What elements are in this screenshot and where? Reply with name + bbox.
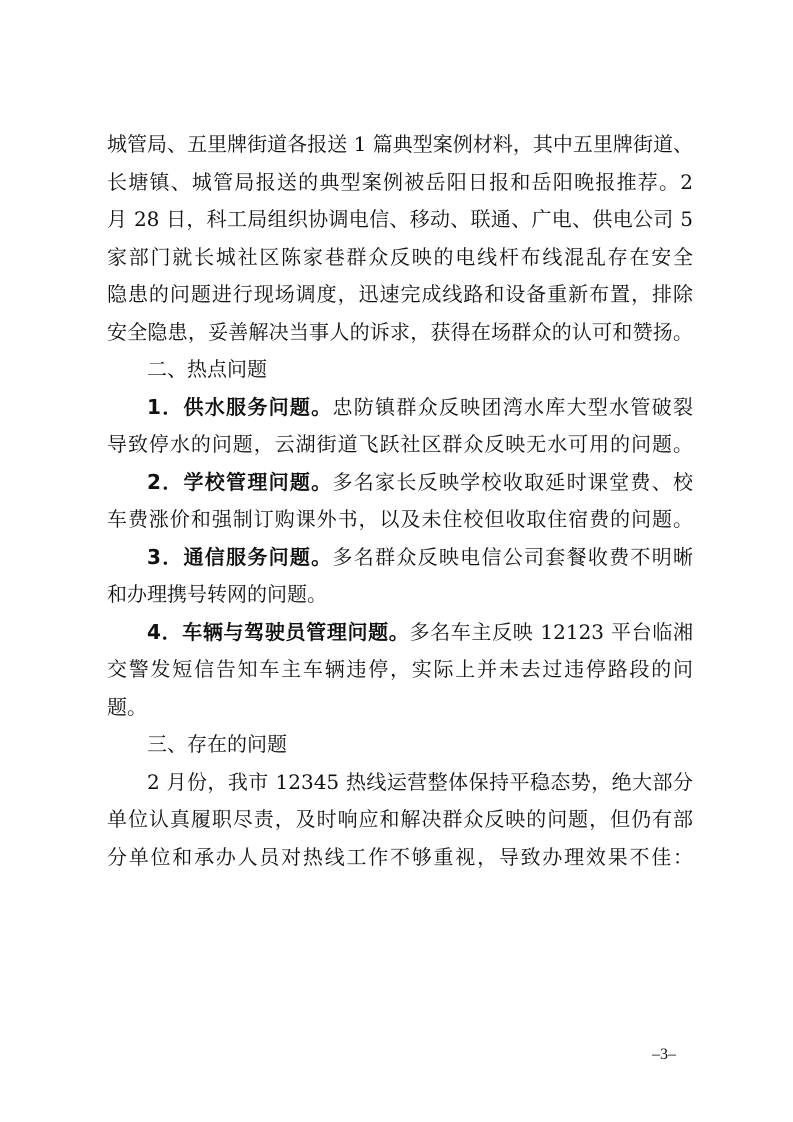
paragraph-line: 安全隐患，妥善解决当事人的诉求，获得在场群众的认可和赞扬。 [107, 319, 693, 344]
hot-issue-line: 题。 [107, 694, 147, 719]
hot-issue-title: 3．通信服务问题。 [147, 544, 333, 569]
hot-issue-title: 4．车辆与驾驶员管理问题。 [147, 619, 410, 644]
paragraph-cases [107, 126, 693, 351]
paragraph-line: 家部门就长城社区陈家巷群众反映的电线杆布线混乱存在安全 [107, 244, 693, 269]
paragraph-line: 月 28 日，科工局组织协调电信、移动、联通、广电、供电公司 5 [107, 207, 693, 231]
hot-issue-line: 和办理携号转网的问题。 [107, 582, 327, 606]
hot-issue-text: 多名车主反映 12123 平台临湘 [409, 619, 694, 644]
hot-issue-title: 2．学校管理问题。 [147, 469, 333, 494]
hot-issue-text: 忠防镇群众反映团湾水库大型水管破裂 [332, 394, 693, 419]
hot-issue-line [107, 389, 693, 427]
hot-issue-item-telecom [107, 539, 693, 614]
hot-issue-line: 车费涨价和强制订购课外书，以及未住校但收取住宿费的问题。 [107, 507, 693, 531]
hot-issue-item-water [107, 389, 693, 464]
hot-issue-item-school [107, 464, 693, 539]
hot-issue-item-vehicle [107, 614, 693, 727]
paragraph-line: 城管局、五里牌街道各报送 1 篇典型案例材料，其中五里牌街道、 [107, 132, 693, 156]
hot-issue-line [107, 464, 693, 502]
hot-issue-line [107, 614, 693, 652]
paragraph-line: 长塘镇、城管局报送的典型案例被岳阳日报和岳阳晚报推荐。2 [107, 169, 693, 194]
hot-issue-line: 交警发短信告知车主车辆违停，实际上并未去过违停路段的问 [107, 657, 693, 681]
paragraph-line: 隐患的问题进行现场调度，迅速完成线路和设备重新布置，排除 [107, 282, 693, 306]
hot-issue-line: 导致停水的问题，云湖街道飞跃社区群众反映无水可用的问题。 [107, 432, 693, 456]
section-heading-hot-issues: 二、热点问题 [147, 357, 267, 381]
hot-issue-text: 多名家长反映学校收取延时课堂费、校 [332, 469, 693, 494]
paragraph-line: 分单位和承办人员对热线工作不够重视，导致办理效果不佳： [107, 844, 693, 869]
page-number: –3– [652, 1046, 676, 1063]
paragraph-line: 2 月份，我市 12345 热线运营整体保持平稳态势，绝大部分 [147, 769, 693, 794]
document-body [107, 126, 693, 876]
section-heading-existing-problems: 三、存在的问题 [147, 732, 287, 756]
hot-issue-title: 1．供水服务问题。 [147, 394, 333, 419]
paragraph-line: 单位认真履职尽责，及时响应和解决群众反映的问题，但仍有部 [107, 807, 693, 831]
hot-issue-line [107, 539, 693, 577]
paragraph-operations [107, 764, 693, 877]
hot-issue-text: 多名群众反映电信公司套餐收费不明晰 [332, 544, 693, 569]
